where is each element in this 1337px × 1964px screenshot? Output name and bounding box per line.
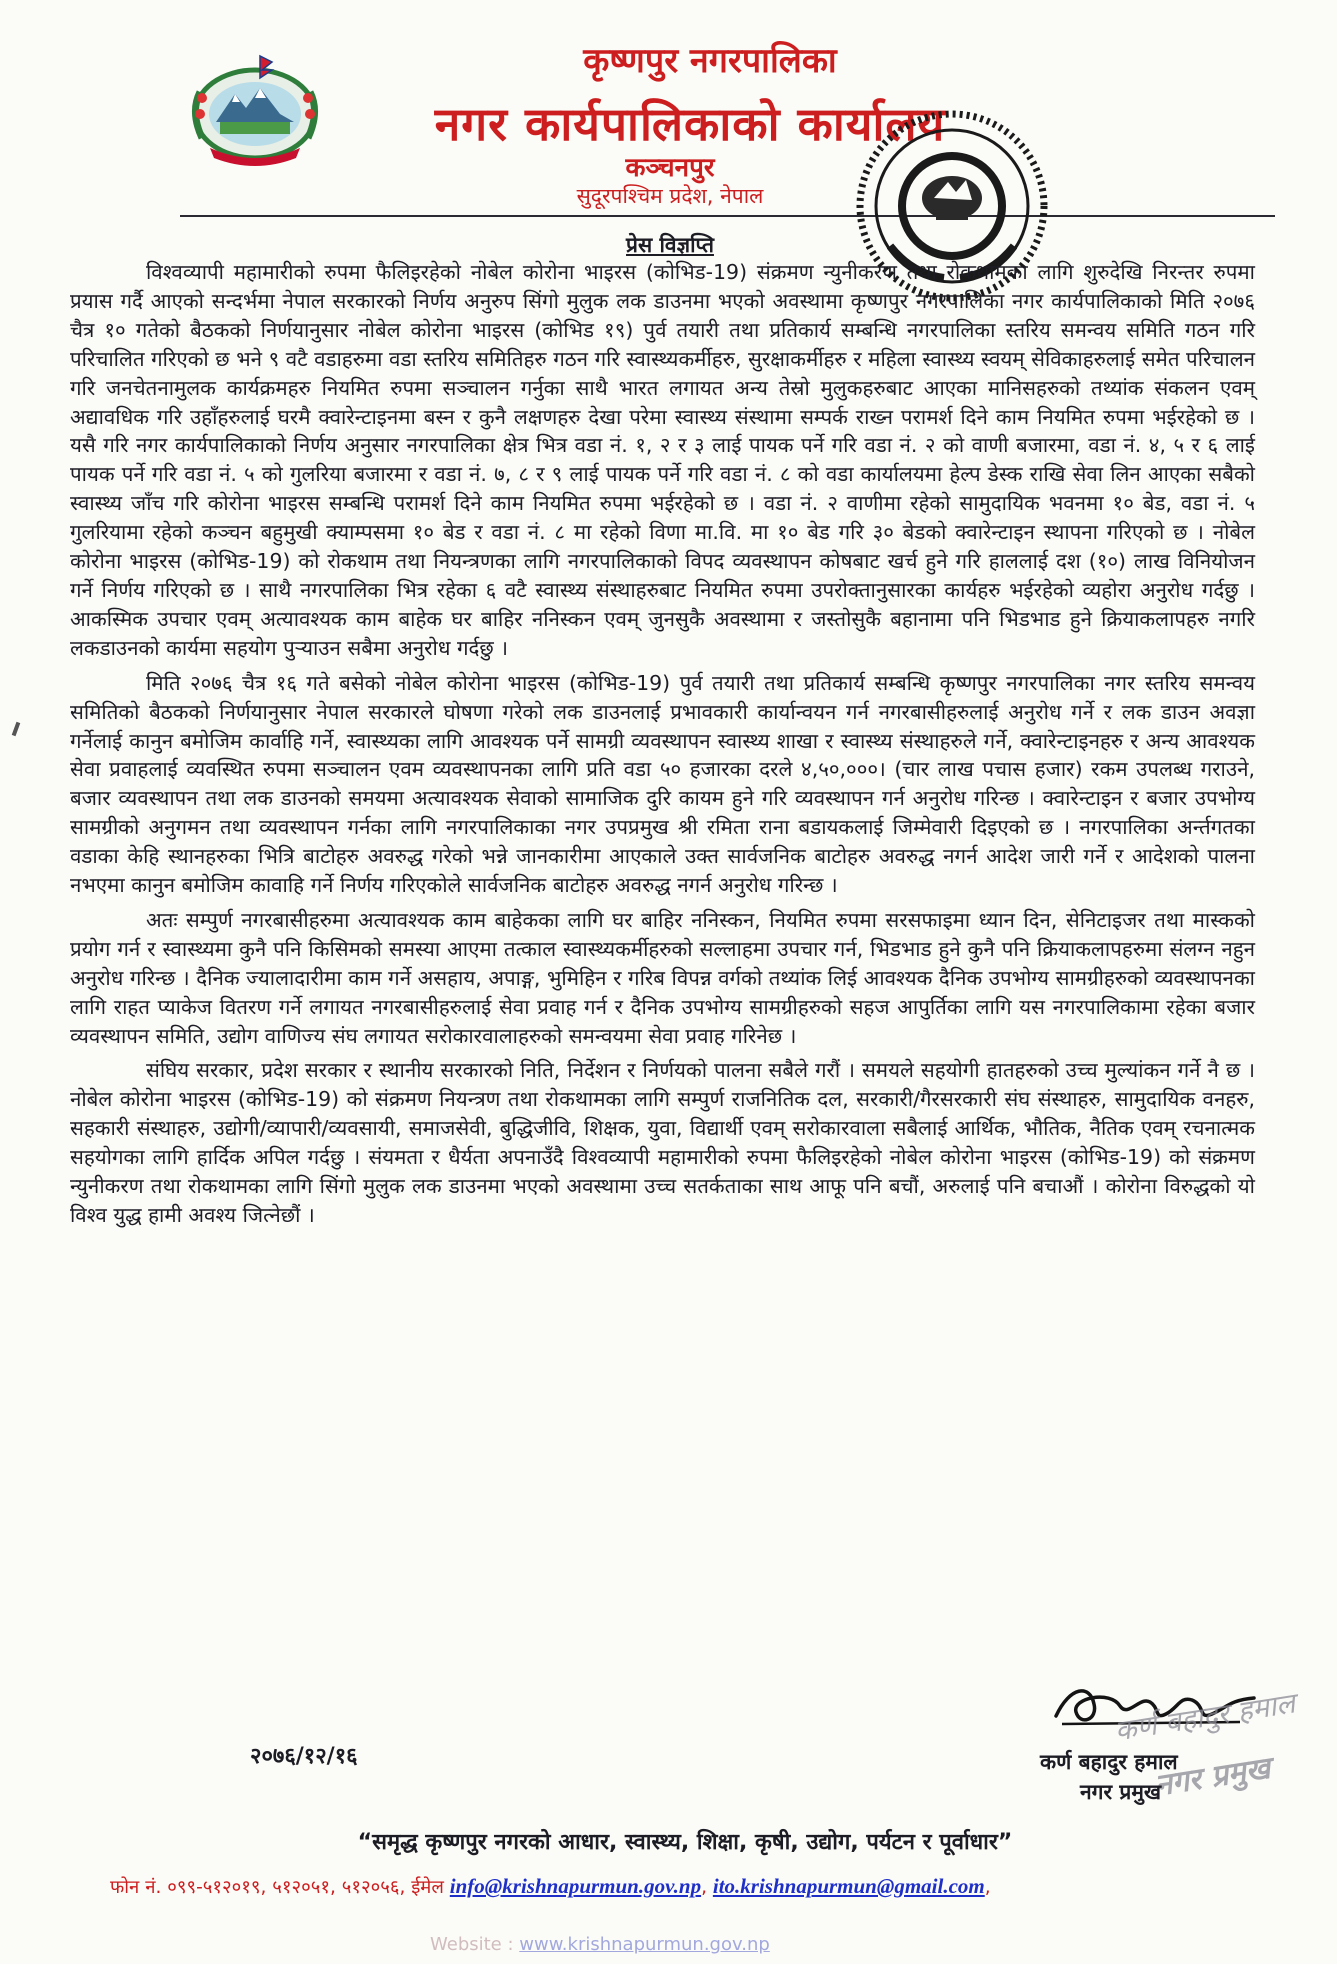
margin-mark (12, 722, 21, 737)
email-link-secondary[interactable]: ito.krishnapurmun@gmail.com (712, 1874, 985, 1898)
notice-body (70, 258, 1255, 1236)
footer-slogan: “समृद्ध कृष्णपुर नगरको आधार, स्वास्थ्य, शिक्षा, कृषी, उद्योग, पर्यटन र पूर्वाधार” (357, 1830, 1013, 1855)
signatory-name: कर्ण बहादुर हमाल (1040, 1750, 1178, 1774)
website-label: Website : (430, 1934, 514, 1955)
seal-title-stamp: नगर प्रमुख (1152, 1750, 1273, 1804)
letterhead-divider (180, 215, 1275, 217)
email-link-primary[interactable]: info@krishnapurmun.gov.np (449, 1874, 702, 1898)
notice-paragraph: संघिय सरकार, प्रदेश सरकार र स्थानीय सरकारको निति, निर्देशन र निर्णयको पालना सबैले गरौं । समयले सहयोगी हातहरुको उच्च मुल्यांकन गर्ने नै छ । नोबेल कोरोना भाइरस (कोभिड-19) को संक्रमण नियन्त्रण तथा रोकथामका लागि सम्पुर्ण राजनितिक दल, सरकारी/गैरसरकारी संघ संस्थाहरु, सामुदायिक वनहरु, सहकारी संस्थाहरु, उद्योगी/व्यापारी/व्यवसायी, समाजसेवी, बुद्धिजीवि, शिक्षक, युवा, विद्यार्थी एवम् सरोकारवाला सबैलाई आर्थिक, भौतिक, नैतिक एवम् रचनात्मक सहयोगका लागि हार्दिक अपिल गर्दछु । संयमता र धैर्यता अपनाउँदै विश्वव्यापी महामारीको रुपमा फैलिइरहेको नोबेल कोरोना भाइरस (कोभिड-19) को संक्रमण न्युनीकरण तथा रोकथामका लागि सिंगो मुलुक लक डाउनमा भएको अवस्थामा उच्च सतर्कताका साथ आफू पनि बचौं, अरुलाई पनि बचाऔं । कोरोना विरुद्धको यो विश्व युद्ध हामी अवश्य जित्नेछौं । (70, 1058, 1255, 1227)
signatory-title: नगर प्रमुख (1080, 1780, 1162, 1804)
nepal-emblem-icon (180, 52, 330, 170)
notice-paragraph: अतः सम्पुर्ण नगरबासीहरुमा अत्यावश्यक काम बाहेकका लागि घर बाहिर ननिस्कन, नियमित रुपमा सरसफाइमा ध्यान दिन, सेनिटाइजर तथा मास्कको प्रयोग गर्न र स्वास्थ्यमा कुनै पनि किसिमको समस्या आएमा तत्काल स्वास्थ्यकर्मीहरुको सल्लाहमा उपचार गर्न, भिडभाड हुने कुनै पनि क्रियाकलापहरुमा संलग्न नहुन अनुरोध गरिन्छ । दैनिक ज्यालादारीमा काम गर्ने असहाय, अपाङ्ग, भुमिहिन र गरिब विपन्न वर्गको तथ्यांक लिई आवश्यक दैनिक उपभोग्य सामग्रीहरुको व्यवस्थापनका लागि राहत प्याकेज वितरण गर्ने लगायत नगरबासीहरुलाई सेवा प्रवाह गर्न र दैनिक उपभोग्य सामग्रीहरुको सहज आपुर्तिका लागि यस नगरपालिकामा रहेका बजार व्यवस्थापन समिति, उद्योग वाणिज्य संघ लगायत सरोकारवालाहरुको समन्वयमा सेवा प्रवाह गरिनेछ । (70, 907, 1255, 1048)
footer-phone: फोन नं. ०९९-५१२०१९, ५१२०५१, ५१२०५६, ईमेल (110, 1877, 444, 1898)
province-name: सुदूरपश्चिम प्रदेश, नेपाल (576, 184, 764, 208)
notice-date: २०७६/१२/१६ (250, 1744, 358, 1769)
district-name: कञ्चनपुर (625, 153, 715, 183)
website-link[interactable]: www.krishnapurmun.gov.np (519, 1934, 770, 1955)
notice-title: प्रेस विज्ञप्ति (626, 233, 714, 257)
footer-website (430, 1934, 770, 1955)
municipality-name: कृष्णपुर नगरपालिका (583, 41, 837, 81)
seal-name-stamp: कर्ण बहादुर हमाल (1112, 1686, 1298, 1748)
office-name: नगर कार्यपालिकाको कार्यालय (434, 97, 946, 151)
notice-paragraph: मिति २०७६ चैत्र १६ गते बसेको नोबेल कोरोना भाइरस (कोभिड-19) पुर्व तयारी तथा प्रतिकार्य सम्बन्धि कृष्णपुर नगरपालिका नगर स्तरिय समन्वय समितिको बैठकको निर्णयानुसार नेपाल सरकारले घोषणा गरेको लक डाउनलाई प्रभावकारी कार्यान्वयन गर्न नगरबासीहरुलाई अनुरोध गर्ने र लक डाउन अवज्ञा गर्नेलाई कानुन बमोजिम कार्वाहि गर्ने, स्वास्थ्यका लागि आवश्यक पर्ने सामग्री व्यवस्थापन स्वास्थ्य शाखा र स्वास्थ्य संस्थाहरुले गर्ने, क्वारेन्टाइनहरु र अन्य आवश्यक सेवा प्रवाहलाई व्यवस्थित रुपमा सञ्चालन एवम व्यवस्थापनका लागि प्रति वडा ५० हजारका दरले ४,५०,०००। (चार लाख पचास हजार) रकम उपलब्ध गराउने, बजार व्यवस्थापन तथा लक डाउनको समयमा अत्यावश्यक सेवाको सामाजिक दुरि कायम हुने गरि व्यवस्थापन गर्न अनुरोध गरिन्छ । क्वारेन्टाइन र बजार उपभोग्य सामग्रीको अनुगमन तथा व्यवस्थापन गर्नका लागि नगरपालिकाका नगर उपप्रमुख श्री रमिता राना बडायकलाई जिम्मेवारी दिइएको छ । नगरपालिका अर्न्तगतका वडाका केहि स्थानहरुका भित्रि बाटोहरु अवरुद्ध गरेको भन्ने जानकारीमा आएकाले उक्त सार्वजनिक बाटोहरु अवरुद्ध नगर्न आदेश जारी गर्ने र आदेशको पालना नभएमा कानुन बमोजिम कावाहि गर्ने निर्णय गरिएकोले सार्वजनिक बाटोहरु अवरुद्ध नगर्न अनुरोध गरिन्छ । (70, 670, 1255, 898)
footer-contact: फोन नं. ०९९-५१२०१९, ५१२०५१, ५१२०५६, ईमेल info@krishnapurmun.gov.np, ito.krishnapurmun@gmail.com, (110, 1874, 991, 1898)
notice-paragraph: विश्वव्यापी महामारीको रुपमा फैलिइरहेको नोबेल कोरोना भाइरस (कोभिड-19) संक्रमण न्युनीकरण तथा रोकथामका लागि शुरुदेखि निरन्तर रुपमा प्रयास गर्दै आएको सन्दर्भमा नेपाल सरकारको निर्णय अनुरुप सिंगो मुलुक लक डाउनमा भएको अवस्थामा कृष्णपुर नगरपालिका नगर कार्यपालिकाको मिति २०७६ चैत्र १० गतेको बैठकको निर्णयानुसार नोबेल कोरोना भाइरस (कोभिड १९) पुर्व तयारी तथा प्रतिकार्य सम्बन्धि नगरपालिका स्तरिय समन्वय समिति गठन गरि परिचालित गरिएको छ भने ९ वटै वडाहरुमा वडा स्तरिय समितिहरु गठन गरि स्वास्थ्यकर्मीहरु, सुरक्षाकर्मीहरु र महिला स्वास्थ्य स्वयम् सेविकाहरुलाई समेत परिचालन गरि जनचेतनामुलक कार्यक्रमहरु नियमित रुपमा सञ्चालन गर्नुका साथै भारत लगायत अन्य तेस्रो मुलुकहरुबाट आएका मानिसहरुको तथ्यांक संकलन एवम् अद्यावधिक गरि उहाँहरुलाई घरमै क्वारेन्टाइनमा बस्न र कुनै लक्षणहरु देखा परेमा स्वास्थ्य संस्थामा सम्पर्क राख्न परामर्श दिने काम नियमित रुपमा भईरहेको छ । यसै गरि नगर कार्यपालिकाको निर्णय अनुसार नगरपालिका क्षेत्र भित्र वडा नं. १, २ र ३ लाई पायक पर्ने गरि वडा नं. २ को वाणी बजारमा, वडा नं. ४, ५ र ६ लाई पायक पर्ने गरि वडा नं. ५ को गुलरिया बजारमा र वडा नं. ७, ८ र ९ लाई पायक पर्ने गरि वडा नं. ८ को वडा कार्यालयमा हेल्प डेस्क राखि सेवा लिन आएका सबैको स्वास्थ्य जाँच गरि कोरोना भाइरस सम्बन्धि परामर्श दिने काम नियमित रुपमा भईरहेको छ । वडा नं. २ वाणीमा रहेको सामुदायिक भवनमा १० बेड, वडा नं. ५ गुलरियामा रहेको कञ्चन बहुमुखी क्याम्पसमा १० बेड र वडा नं. ८ मा रहेको विणा मा.वि. मा १० बेड गरि ३० बेडको क्वारेन्टाइन स्थापना गरिएको छ । नोबेल कोरोना भाइरस (कोभिड-19) को रोकथाम तथा नियन्त्रणका लागि नगरपालिकाको विपद व्यवस्थापन कोषबाट खर्च हुने गरि हाललाई दश (१०) लाख विनियोजन गर्ने निर्णय गरिएको छ । साथै नगरपालिका भित्र रहेका ६ वटै स्वास्थ्य संस्थाहरुबाट नियमित रुपमा उपरोक्तानुसारका कार्यहरु भईरहेको व्यहोरा अनुरोध गर्दछु । आकस्मिक उपचार एवम् अत्यावश्यक काम बाहेक घर बाहिर ननिस्कन एवम् जुनसुकै अवस्थामा र जस्तोसुकै बहानामा पनि भिडभाड हुने क्रियाकलापहरु नगरि लकडाउनको कार्यमा सहयोग पुर्‍याउन सबैमा अनुरोध गर्दछु । (70, 260, 1255, 660)
